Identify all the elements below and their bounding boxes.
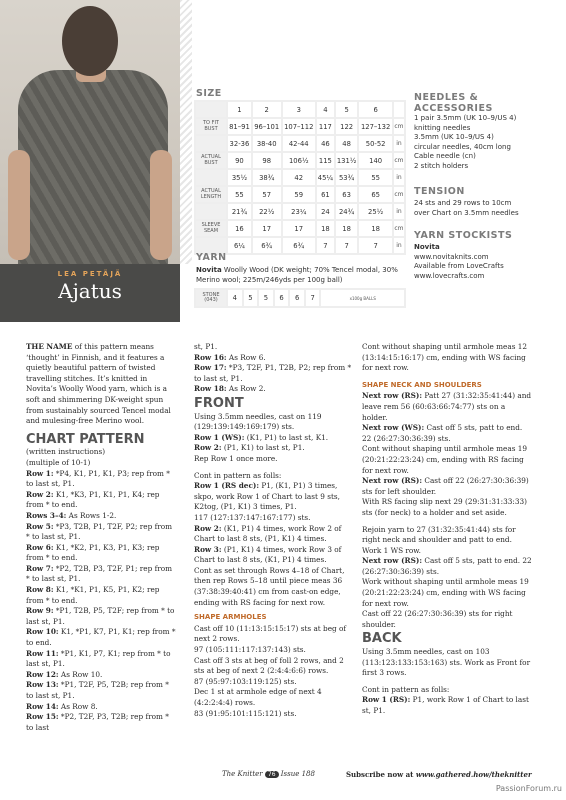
instruction-row: Row 2: (P1, K1) to last st, P1. — [194, 443, 305, 453]
size-cell: 122 — [336, 119, 358, 134]
needles-line: 2 stitch holders — [414, 161, 469, 170]
needles-line: 3.5mm (UK 10–9/US 4) — [414, 133, 494, 142]
size-cell: 24 — [317, 204, 334, 219]
size-cell: 106½ — [283, 153, 315, 168]
rejoin: Rejoin yarn to 27 (31:32:35:41:44) sts for right neck and shoulder and patt to end. Work 1 WS row. — [362, 524, 516, 555]
instruction-row: Next row (RS): Cast off 22 (26:27:30:36:39) sts for left shoulder. — [362, 476, 529, 496]
back-caston: Using 3.5mm needles, cast on 103 (113:123:133:153:163) sts. Work as Front for first 3 rows. — [362, 647, 531, 678]
size-header-blank — [196, 102, 226, 117]
size-row-label: ACTUAL BUST — [196, 153, 226, 168]
needles-line: 1 pair 3.5mm (UK 10–9/US 4) — [414, 114, 517, 122]
size-cell: 18 — [317, 221, 334, 236]
size-cell: 96–101 — [253, 119, 281, 134]
size-cell: 53¾ — [336, 170, 358, 185]
instruction-row: Next row (RS): Cast off 5 sts, patt to end. 22 (26:27:30:36:39) sts. — [362, 556, 532, 576]
stockists-text — [414, 243, 564, 281]
size-heading: SIZE — [196, 88, 222, 99]
size-cell: 107–112 — [283, 119, 315, 134]
instruction-row: Row 13: *P1, T2F, P5, T2B; rep from * to last st, P1. — [26, 680, 169, 700]
yarn-table — [194, 288, 406, 308]
size-row — [196, 119, 404, 134]
size-cell: 21¾ — [228, 204, 251, 219]
yarn-cell: 6 — [275, 290, 289, 306]
size-unit: cm — [394, 119, 404, 134]
size-cell: 140 — [359, 153, 391, 168]
yarn-cell: 5 — [244, 290, 258, 306]
size-cell: 81–91 — [228, 119, 251, 134]
size-cell: 7 — [317, 238, 334, 253]
size-row-label: TO FIT BUST — [196, 119, 226, 134]
column-2 — [194, 342, 352, 719]
instruction-row: Row 1 (WS): (K1, P1) to last st, K1. — [194, 432, 329, 442]
front-cont-tail: Cont as set through Rows 4–18 of Chart, then rep Rows 5–18 until piece meas 36 (37:38:39:40:41) cm from cast-on edge, ending with RS facing for next row. — [194, 565, 345, 607]
size-table — [194, 100, 406, 255]
size-unit: in — [394, 238, 404, 253]
instruction-row: Row 14: As Row 8. — [26, 701, 98, 711]
instruction-row: st, P1. — [194, 342, 218, 351]
size-row — [196, 221, 404, 236]
needles-line: knitting needles — [414, 123, 471, 132]
size-cell: 18 — [336, 221, 358, 236]
size-unit: cm — [394, 221, 404, 236]
size-cell: 42 — [283, 170, 315, 185]
size-cell: 25½ — [359, 204, 391, 219]
size-cell: 6¼ — [228, 238, 251, 253]
armhole-line: 83 (91:95:101:115:121) sts. — [194, 708, 297, 718]
size-cell: 35½ — [228, 170, 251, 185]
size-cell: 117 — [317, 119, 334, 134]
size-cell: 6¾ — [253, 238, 281, 253]
size-cell: 65 — [359, 187, 391, 202]
instruction-row: Row 18: As Row 2. — [194, 384, 266, 394]
armhole-line: 87 (95:97:103:119:125) sts. — [194, 676, 297, 686]
size-row-label — [196, 170, 226, 185]
size-row-label — [196, 136, 226, 151]
front-caston: Using 3.5mm needles, cast on 119 (129:139:149:169:179) sts. — [194, 411, 322, 432]
yarn-cell: 6 — [290, 290, 304, 306]
instruction-row: Row 16: As Row 6. — [194, 352, 266, 362]
intro: THE NAME of this pattern means ‘thought’ in Finnish, and it features a quietly beautiful pattern of twisted travelling stitches. It’s knitted in Novita’s Woolly Wood yarn, which is a soft and shimmering DK-weight spun from sustainably sourced Tencel modal and mulesing-free Merino wool. — [26, 342, 171, 426]
size-col-3: 3 — [283, 102, 315, 117]
instruction-row: Row 1: *P4, K1, P1, K1, P3; rep from * to last st, P1. — [26, 468, 170, 489]
instruction-row: 117 (127:137:147:167:177) sts. — [194, 512, 311, 522]
size-col-5: 5 — [336, 102, 358, 117]
column-3 — [362, 342, 532, 717]
needles-list — [414, 114, 564, 172]
size-cell: 63 — [336, 187, 358, 202]
back-cont: Cont in pattern as folls: — [362, 684, 450, 694]
instruction-row: Row 8: K1, *K1, P1, K5, P1, K2; rep from * to end. — [26, 585, 160, 605]
tension-line: over Chart on 3.5mm needles — [414, 208, 519, 217]
page-number: 76 — [265, 771, 279, 778]
instruction-row: Next row (RS): Patt 27 (31:32:35:41:44) and leave rem 56 (60:63:66:74:77) sts on a holder. — [362, 391, 532, 422]
size-cell: 17 — [253, 221, 281, 236]
size-cell: 7 — [336, 238, 358, 253]
size-cell: 6¾ — [283, 238, 315, 253]
tension-text — [414, 199, 564, 218]
yarn-cell: 4 — [228, 290, 242, 306]
size-cell: 38¾ — [253, 170, 281, 185]
stockists-heading: YARN STOCKISTS — [414, 230, 513, 241]
armholes-heading: SHAPE ARMHOLES — [194, 613, 267, 622]
footer-right: Subscribe now at www.gathered.how/theknitter — [346, 770, 532, 779]
gutter — [180, 0, 192, 264]
size-cell: 131½ — [336, 153, 358, 168]
stone-label: STONE (043) — [196, 290, 226, 306]
size-cell: 16 — [228, 221, 251, 236]
size-cell: 115 — [317, 153, 334, 168]
armhole-line: Cast off 10 (11:13:15:15:17) sts at beg of next 2 rows. — [194, 623, 347, 644]
size-col-2: 2 — [253, 102, 281, 117]
size-row — [196, 238, 404, 253]
size-row-label — [196, 204, 226, 219]
size-unit: cm — [394, 153, 404, 168]
size-row-label — [196, 238, 226, 253]
instruction-row: With RS facing slip next 29 (29:31:31:33:33) sts (for neck) to a holder and set aside. — [362, 497, 527, 517]
stockist-line: www.lovecrafts.com — [414, 271, 485, 280]
tension-line: 24 sts and 29 rows to 10cm — [414, 199, 512, 207]
size-row — [196, 204, 404, 219]
neck-heading: SHAPE NECK AND SHOULDERS — [362, 380, 482, 389]
yarn-cell: 5 — [259, 290, 273, 306]
size-row-label: ACTUAL LENGTH — [196, 187, 226, 202]
size-cell: 22½ — [253, 204, 281, 219]
watermark: PassionForum.ru — [495, 784, 562, 793]
model-photo — [0, 0, 180, 264]
size-cell: 45¼ — [317, 170, 334, 185]
yarn-desc: Novita Woolly Wood (DK weight; 70% Tencel modal, 30% Merino wool; 225m/246yds per 100g ball) — [196, 266, 398, 284]
tension-heading: TENSION — [414, 186, 465, 197]
size-cell: 55 — [359, 170, 391, 185]
instruction-row: Row 2: K1, *K3, P1, K1, P1, K4; rep from * to end. — [26, 489, 160, 510]
front-heading: FRONT — [194, 395, 244, 411]
stockist-line: Available from LoveCrafts — [414, 262, 504, 271]
back-row-1: Row 1 (RS): P1, work Row 1 of Chart to last st, P1. — [362, 695, 529, 715]
size-unit-blank — [394, 102, 404, 117]
size-cell: 42-44 — [283, 136, 315, 151]
instruction-row: Row 10: K1, *P1, K7, P1, K1; rep from * to end. — [26, 627, 176, 648]
instruction-row: Cast off 22 (26:27:30:36:39) sts for right shoulder. — [362, 609, 513, 629]
size-cell: 59 — [283, 187, 315, 202]
instruction-row: Cont without shaping until armhole meas 19 (20:21:22:23:24) cm, ending with RS facing for next row. — [362, 444, 528, 475]
size-row — [196, 170, 404, 185]
size-unit: in — [394, 136, 404, 151]
chart-rows — [26, 469, 176, 734]
instruction-row: Rows 3–4: As Rows 1-2. — [26, 510, 117, 520]
yarn-cell: 7 — [306, 290, 320, 306]
size-cell: 23¼ — [283, 204, 315, 219]
chart-sub2: (multiple of 10-1) — [26, 457, 91, 467]
instruction-row: Row 3: (P1, K1) 4 times, work Row 3 of Chart to last 8 sts, (K1, P1) 4 times. — [194, 544, 342, 565]
size-cell: 90 — [228, 153, 251, 168]
column-1 — [26, 342, 176, 733]
instruction-row: Row 5: *P3, T2B, P1, T2F, P2; rep from * to last st, P1. — [26, 521, 173, 542]
size-cell: 38-40 — [253, 136, 281, 151]
size-col-6: 6 — [359, 102, 391, 117]
pattern-title: Ajatus — [58, 279, 122, 303]
needles-heading: NEEDLES & ACCESSORIES — [414, 92, 493, 114]
needles-line: circular needles, 40cm long — [414, 142, 511, 151]
size-unit: cm — [394, 187, 404, 202]
size-cell: 48 — [336, 136, 358, 151]
size-cell: 32-36 — [228, 136, 251, 151]
stockist-brand: Novita — [414, 243, 440, 251]
size-row — [196, 136, 404, 151]
instruction-row: Row 17: *P3, T2F, P1, T2B, P2; rep from * to last st, P1. — [194, 363, 352, 383]
chart-heading: CHART PATTERN — [26, 431, 145, 447]
size-col-4: 4 — [317, 102, 334, 117]
size-cell: 61 — [317, 187, 334, 202]
yarn-unit: x100g BALLS — [321, 290, 404, 306]
instruction-row: Row 12: As Row 10. — [26, 669, 103, 679]
chart-sub1: (written instructions) — [26, 447, 106, 457]
armhole-line: Dec 1 st at armhole edge of next 4 (4:2:2:4:4) rows. — [194, 687, 322, 707]
instruction-row: Row 9: *P1, T2B, P5, T2F; rep from * to last st, P1. — [26, 606, 175, 626]
instruction-row: Work without shaping until armhole meas 19 (20:21:22:23:24) cm, ending with WS facing for next row. — [362, 577, 529, 608]
size-cell: 17 — [283, 221, 315, 236]
size-cell: 24¾ — [336, 204, 358, 219]
instruction-row: Row 7: *P2, T2B, P3, T2F, P1; rep from * to last st, P1. — [26, 563, 173, 584]
size-row — [196, 153, 404, 168]
size-cell: 57 — [253, 187, 281, 202]
size-col-1: 1 — [228, 102, 251, 117]
size-unit: in — [394, 204, 404, 219]
instruction-row: Row 6: K1, *K2, P1, K3, P1, K3; rep from * to end. — [26, 542, 160, 563]
size-row — [196, 187, 404, 202]
col3-top: Cont without shaping until armhole meas 12 (13:14:15:16:17) cm, ending with WS facing for next row. — [362, 342, 528, 373]
back-heading: BACK — [362, 631, 402, 647]
front-cont: Cont in pattern as folls: — [194, 470, 282, 480]
size-cell: 18 — [359, 221, 391, 236]
designer-name: LEA PETÄJÄ — [57, 270, 123, 278]
size-row-label: SLEEVE SEAM — [196, 221, 226, 236]
needles-line: Cable needle (cn) — [414, 152, 476, 161]
size-cell: 127–132 — [359, 119, 391, 134]
size-cell: 98 — [253, 153, 281, 168]
size-unit: in — [394, 170, 404, 185]
footer-left: The Knitter 76 Issue 188 — [222, 770, 315, 778]
instruction-row: Row 1 (RS dec): P1, (K1, P1) 3 times, skpo, work Row 1 of Chart to last 9 sts, K2tog, (P1, K1) 3 times, P1. — [194, 481, 340, 512]
instruction-row: Row 2: (K1, P1) 4 times, work Row 2 of Chart to last 8 sts, (P1, K1) 4 times. — [194, 523, 342, 544]
size-cell: 46 — [317, 136, 334, 151]
size-cell: 55 — [228, 187, 251, 202]
instruction-row: Row 11: *P1, K1, P7, K1; rep from * to last st, P1. — [26, 648, 171, 669]
instruction-row: Row 15: *P2, T2F, P3, T2B; rep from * to last — [26, 712, 169, 732]
armhole-line: 97 (105:111:117:137:143) sts. — [194, 645, 306, 655]
armhole-line: Cast off 3 sts at beg of foll 2 rows, and 2 sts at beg of next 2 (2:4:4:6:6) rows. — [194, 655, 344, 676]
size-cell: 7 — [359, 238, 391, 253]
yarn-heading: YARN — [196, 252, 227, 263]
instruction-row: Next row (WS): Cast off 5 sts, patt to end. 22 (26:27:30:36:39) sts. — [362, 423, 523, 443]
front-rep: Rep Row 1 once more. — [194, 453, 278, 463]
stockist-line: www.novitaknits.com — [414, 252, 489, 261]
size-cell: 50-52 — [359, 136, 391, 151]
